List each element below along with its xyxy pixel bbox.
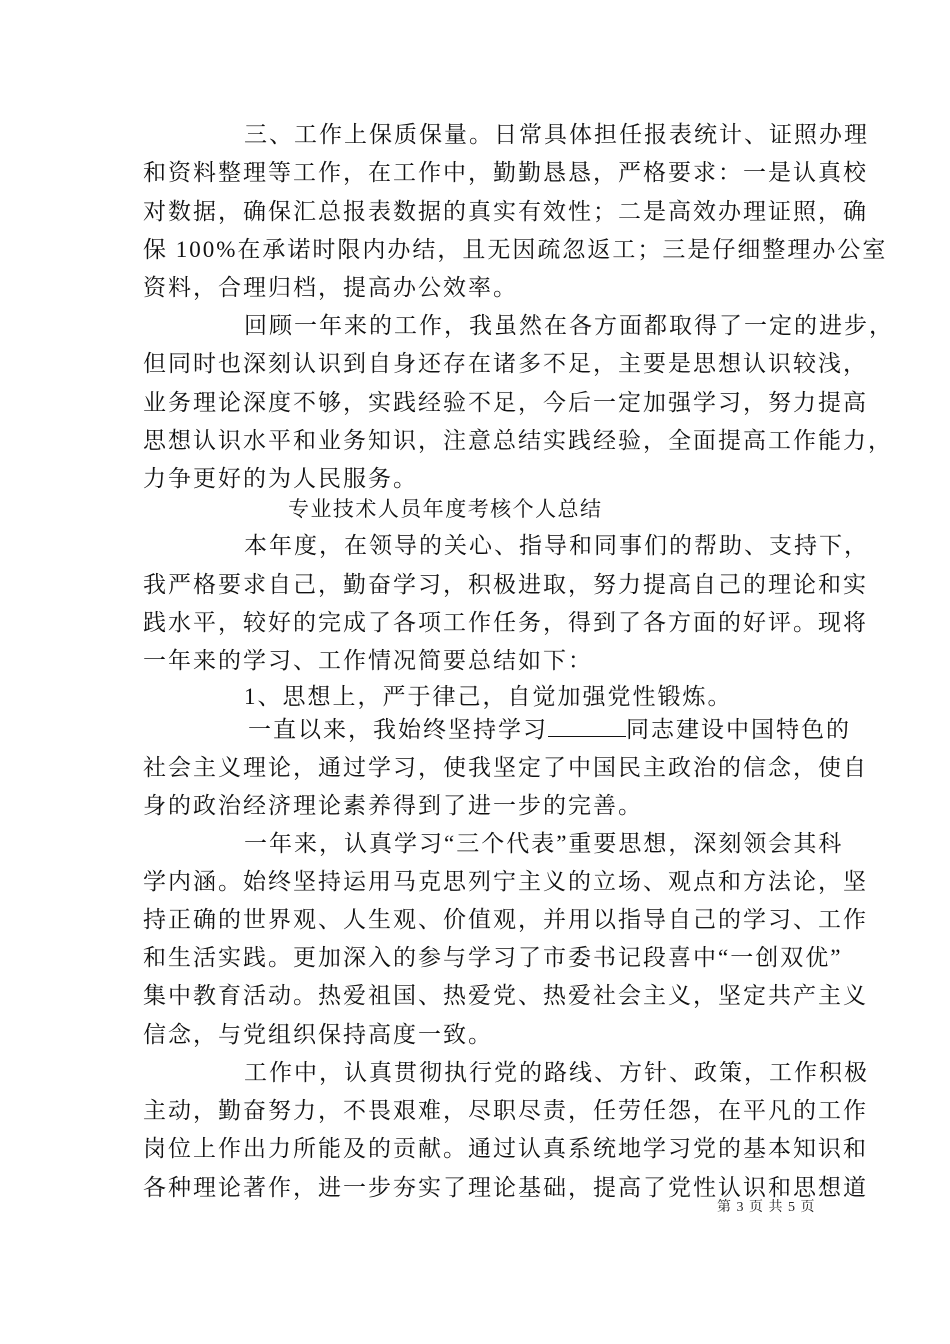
paragraph-line: 和资料整理等工作，在工作中，勤勤恳恳，严格要求：一是认真校 <box>143 160 868 185</box>
paragraph-line: 社会主义理论，通过学习，使我坚定了中国民主政治的信念，使自 <box>143 755 868 780</box>
paragraph-line: 信念，与党组织保持高度一致。 <box>143 1022 493 1047</box>
paragraph-line: 保 100%在承诺时限内办结，且无因疏忽返工；三是仔细整理办公室 <box>143 237 888 262</box>
section-heading: 1、思想上，严于律己，自觉加强党性锻炼。 <box>244 684 733 709</box>
paragraph-line: 身的政治经济理论素养得到了进一步的完善。 <box>143 793 643 818</box>
paragraph-line: 思想认识水平和业务知识，注意总结实践经验，全面提高工作能力， <box>143 428 893 453</box>
paragraph-line: 对数据，确保汇总报表数据的真实有效性；二是高效办理证照，确 <box>143 199 868 224</box>
study-text-after: 同志建设中国特色的 <box>626 717 851 742</box>
paragraph-line: 学内涵。始终坚持运用马克思列宁主义的立场、观点和方法论，坚 <box>143 869 868 894</box>
paragraph-line: 业务理论深度不够，实践经验不足，今后一定加强学习，努力提高 <box>143 390 868 415</box>
paragraph-line: 集中教育活动。热爱祖国、热爱党、热爱社会主义，坚定共产主义 <box>143 983 868 1008</box>
paragraph-line: 持正确的世界观、人生观、价值观，并用以指导自己的学习、工作 <box>143 907 868 932</box>
page-number: 第 3 页 共 5 页 <box>717 1200 816 1215</box>
paragraph-line: 但同时也深刻认识到自身还存在诸多不足，主要是思想认识较浅， <box>143 351 868 376</box>
paragraph-line: 力争更好的为人民服务。 <box>143 466 418 491</box>
paragraph-line: 我严格要求自己，勤奋学习，积极进取，努力提高自己的理论和实 <box>143 572 868 597</box>
paragraph-line: 资料，合理归档，提高办公效率。 <box>143 275 518 300</box>
paragraph-line: 岗位上作出力所能及的贡献。通过认真系统地学习党的基本知识和 <box>143 1136 868 1161</box>
study-text-before: 一直以来，我始终坚持学习 <box>248 717 548 742</box>
paragraph-line: 各种理论著作，进一步夯实了理论基础，提高了党性认识和思想道 <box>143 1175 868 1200</box>
paragraph-line: 三、工作上保质保量。日常具体担任报表统计、证照办理 <box>244 122 869 147</box>
paragraph-line <box>248 712 851 748</box>
paragraph-line: 本年度，在领导的关心、指导和同事们的帮助、支持下， <box>244 533 869 558</box>
paragraph-line: 和生活实践。更加深入的参与学习了市委书记段喜中“一创双优” <box>143 945 843 970</box>
paragraph-line: 一年来，认真学习“三个代表”重要思想，深刻领会其科 <box>244 831 844 856</box>
paragraph-line: 回顾一年来的工作，我虽然在各方面都取得了一定的进步， <box>244 313 894 338</box>
paragraph-line: 工作中，认真贯彻执行党的路线、方针、政策，工作积极 <box>244 1060 869 1085</box>
paragraph-line: 践水平，较好的完成了各项工作任务，得到了各方面的好评。现将 <box>143 610 868 635</box>
fill-in-blank <box>548 716 626 737</box>
paragraph-line: 主动，勤奋努力，不畏艰难，尽职尽责，任劳任怨，在平凡的工作 <box>143 1098 868 1123</box>
paragraph-line: 一年来的学习、工作情况简要总结如下： <box>143 648 593 673</box>
document-title: 专业技术人员年度考核个人总结 <box>288 497 602 521</box>
